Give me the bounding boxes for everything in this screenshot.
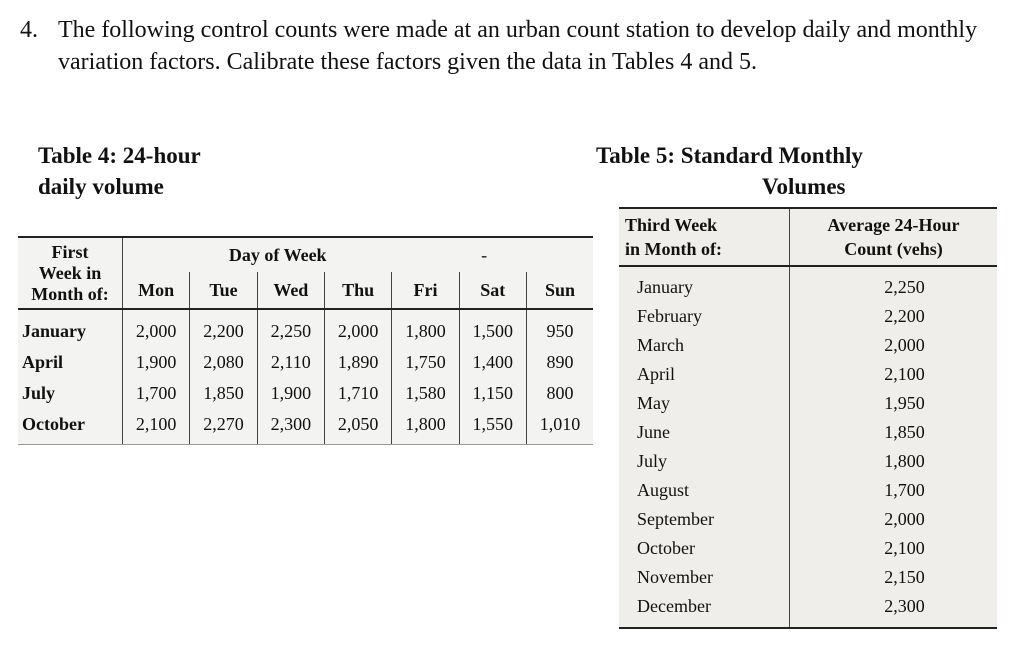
table-row [619, 360, 997, 389]
table-row [619, 302, 997, 331]
row-month-label: July [18, 378, 123, 409]
volume-cell: 1,580 [392, 378, 459, 409]
volume-cell: 1,700 [123, 378, 190, 409]
volume-cell: 2,000 [123, 309, 190, 347]
problem-number: 4. [20, 17, 38, 43]
table-row [619, 389, 997, 418]
volume-cell: 1,800 [392, 309, 459, 347]
volume-cell: 2,300 [257, 409, 324, 445]
table-row [18, 347, 593, 378]
table5-caption [596, 140, 863, 202]
average-count-cell: 2,200 [884, 306, 925, 326]
volume-cell: 1,750 [392, 347, 459, 378]
table4-caption-line1: Table 4: 24-hour [38, 143, 201, 168]
month-label: September [619, 505, 790, 534]
volume-cell: 890 [526, 347, 593, 378]
table-row [619, 505, 997, 534]
day-of-week-label: Day of Week [228, 244, 327, 265]
average-count-cell: 1,950 [884, 393, 925, 413]
table5-monthly-volumes [619, 207, 997, 629]
day-header-fri: Fri [392, 272, 459, 309]
volume-cell: 1,800 [392, 409, 459, 445]
average-count-cell: 2,100 [884, 538, 925, 558]
volume-cell: 800 [526, 378, 593, 409]
problem-text: The following control counts were made at an urban count station to develop daily and monthly variation factors. Calibrate these factors given the data in Tables 4 and 5. [58, 17, 978, 75]
month-label: May [619, 389, 790, 418]
table-row [619, 592, 997, 628]
month-label: February [619, 302, 790, 331]
volume-cell: 1,400 [459, 347, 526, 378]
volume-cell: 2,080 [190, 347, 257, 378]
table-row [619, 418, 997, 447]
month-label: August [619, 476, 790, 505]
table4-daily-volume [18, 236, 593, 445]
volume-cell: 2,250 [257, 309, 324, 347]
average-count-cell: 1,700 [884, 480, 925, 500]
month-label: January [619, 266, 790, 302]
table-row [18, 309, 593, 347]
average-count-cell: 2,300 [790, 592, 998, 628]
day-header-mon: Mon [123, 272, 190, 309]
month-label: December [619, 592, 790, 628]
table5-caption-line2: Volumes [762, 174, 846, 199]
day-header-sat: Sat [459, 272, 526, 309]
volume-cell: 1,010 [526, 409, 593, 445]
volume-cell: 2,200 [190, 309, 257, 347]
table5-count-header: Average 24-Hour Count (vehs) [790, 208, 998, 266]
day-header-wed: Wed [257, 272, 324, 309]
volume-cell: 2,000 [324, 309, 391, 347]
month-label: July [619, 447, 790, 476]
month-label: March [619, 331, 790, 360]
table4-corner-header: First Week in Month of: [18, 237, 123, 309]
average-count-cell: 2,000 [884, 335, 925, 355]
table-row [619, 476, 997, 505]
table-row [18, 409, 593, 445]
volume-cell: 1,900 [123, 347, 190, 378]
stray-mark: - [481, 244, 488, 265]
table-row [619, 266, 997, 302]
volume-cell: 1,550 [459, 409, 526, 445]
volume-cell: 1,900 [257, 378, 324, 409]
table4-caption-line2: daily volume [38, 174, 164, 199]
volume-cell: 1,890 [324, 347, 391, 378]
day-header-tue: Tue [190, 272, 257, 309]
month-label: April [619, 360, 790, 389]
average-count-cell: 1,800 [884, 451, 925, 471]
volume-cell: 1,150 [459, 378, 526, 409]
average-count-cell: 2,000 [884, 509, 925, 529]
table-row [619, 447, 997, 476]
volume-cell: 2,100 [123, 409, 190, 445]
volume-cell: 1,500 [459, 309, 526, 347]
volume-cell: 2,270 [190, 409, 257, 445]
volume-cell: 2,050 [324, 409, 391, 445]
volume-cell: 950 [526, 309, 593, 347]
average-count-cell: 2,100 [884, 364, 925, 384]
row-month-label: January [18, 309, 123, 347]
average-count-cell: 2,250 [884, 277, 925, 297]
table-row [619, 534, 997, 563]
problem-statement [20, 14, 1010, 78]
table5-month-header: Third Week in Month of: [619, 208, 790, 266]
volume-cell: 1,850 [190, 378, 257, 409]
average-count-cell: 1,850 [884, 422, 925, 442]
month-label: November [619, 563, 790, 592]
row-month-label: October [18, 409, 123, 445]
table4-group-header [123, 237, 594, 272]
table-row [619, 331, 997, 360]
volume-cell: 2,110 [257, 347, 324, 378]
table4-caption [38, 140, 201, 202]
table-row [619, 563, 997, 592]
month-label: June [619, 418, 790, 447]
day-header-sun: Sun [526, 272, 593, 309]
table5-caption-line1: Table 5: Standard Monthly [596, 143, 863, 168]
row-month-label: April [18, 347, 123, 378]
month-label: October [619, 534, 790, 563]
average-count-cell: 2,150 [884, 567, 925, 587]
volume-cell: 1,710 [324, 378, 391, 409]
table-row [18, 378, 593, 409]
day-header-thu: Thu [324, 272, 391, 309]
